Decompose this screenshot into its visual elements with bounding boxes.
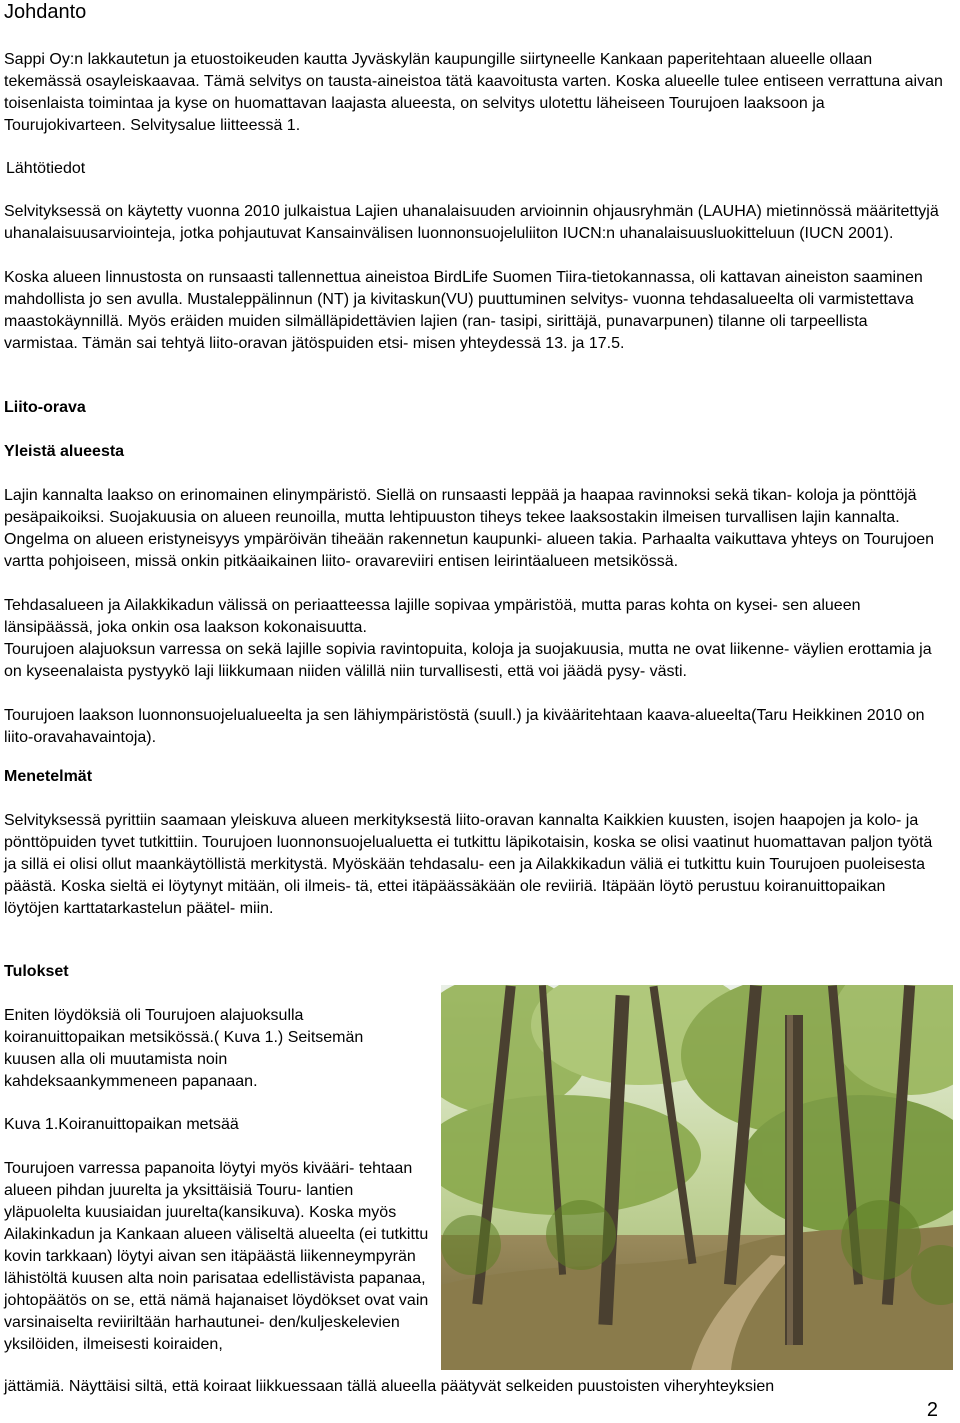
liito-orava-paragraph-3: Tourujoen alajuoksun varressa on sekä lajille sopivia ravintopuita, koloja ja suojakuusia, mutta ne ovat liikenne- väylien erottamia ja on kyseenalaista pystyykö laji liikkumaan niiden välillä niin turvallisesti, että voi jäädä pysy- västi. [4, 641, 932, 680]
heading-johdanto: Johdanto [4, 1, 87, 23]
intro-paragraph: Sappi Oy:n lakkautetun ja etuostoikeuden kautta Jyväskylän kaupungille siirtyneelle Kankaan paperitehtaan alueelle ollaan tekemässä osayleiskaavaa. Tämä selvitys on tausta-aineistoa tätä kaavoitusta varten. Koska alueelle tulee entiseen verrattuna aivan toisenlaista toimintaa ja kyse on huomattavan laajasta alueesta, on selvitys ulotettu läheiseen Tourujoen laaksoon ja Tourujokivarteen. Selvitysalue liitteessä 1. [4, 51, 943, 134]
heading-yleista-alueesta: Yleistä alueesta [4, 443, 125, 460]
figure-caption: Kuva 1.Koiranuittopaikan metsää [4, 1116, 239, 1133]
heading-liito-orava: Liito-orava [4, 399, 86, 416]
lahtotiedot-paragraph-1: Selvityksessä on käytetty vuonna 2010 julkaistua Lajien uhanalaisuuden arvioinnin ohjausryhmän (LAUHA) mietinnössä määritettyjä uhanalaisuusarviointeja, jotka pohjautuvat Kansainvälisen luonnonsuojeluliiton IUCN:n uhanalaisuusluokitteluun (IUCN 2001). [4, 203, 939, 242]
tulokset-paragraph-3: jättämiä. Näyttäisi siltä, että koiraat liikkuessaan tällä alueella päätyvät selkeiden puustoisten viheryhteyksien [4, 1378, 775, 1395]
heading-tulokset: Tulokset [4, 963, 69, 980]
tulokset-paragraph-1: Eniten löydöksiä oli Tourujoen alajuoksulla koiranuittopaikan metsikössä.( Kuva 1.) Seitsemän kuusen alla oli muutamista noin kahdeksaankymmeneen papanaan. [4, 1007, 364, 1090]
heading-lahtotiedot: Lähtötiedot [6, 160, 86, 177]
menetelmat-paragraph: Selvityksessä pyrittiin saamaan yleiskuva alueen merkityksestä liito-oravan kannalta Kaikkien kuusten, isojen haapojen ja kolo- ja pönttöpuiden tyvet tutkittiin. Tourujoen luonnonsuojelualuetta ei tutkittu läpikotaisin, koska se olisi vaatinut huomattavan paljon työtä ja sillä ei olisi ollut maankäytöllistä merkitystä. Myöskään tehdasalu- een ja Ailakkikadun väliä ei tutkittu kuin Tourujoen puoleisesta päästä. Koska sieltä ei löytynyt mitään, oli ilmeis- tä, ettei itäpäässäkään ole reviiriä. Itäpään löytö perustuu koiranuittopaikan löytöjen karttatarkastelun päätel- miin. [4, 812, 933, 917]
tulokset-paragraph-2: Tourujoen varressa papanoita löytyi myös kivääri- tehtaan alueen pihdan juurelta ja yksittäisiä Touru- lantien yläpuolelta kuusiaidan juurelta(kansikuva). Koska myös Ailakinkadun ja Kankaan alueen väliseltä alueelta (ei tutkittu kovin tarkkaan) löytyi aivan sen itäpäästä liikenneympyrän lähistöltä kuusen alta noin parisataa edellistävista papanaa, johtopäätös on se, että nämä hajanaiset löydökset ovat vain varsinaiselta reviiriltään harhautunei- den/kuljeskelevien yksilöiden, ilmeisesti koiraiden, [4, 1160, 429, 1353]
heading-menetelmat: Menetelmät [4, 768, 93, 785]
liito-orava-paragraph-1: Lajin kannalta laakso on erinomainen elinympäristö. Siellä on runsaasti leppää ja haapaa ravinnoksi sekä tikan- koloja ja pönttöjä pesäpaikoiksi. Suojakuusia on alueen reunoilla, mutta lehtipuuston tiheys tekee laaksostakin ilmeisen turvallisen lajin kannalta. Ongelma on alueen eristyneisyys ympäröivän tiheään rakennetun kaupunki- alueen takia. Parhaalta vaikuttava yhteys on Tourujoen vartta pohjoiseen, missä onkin pitkäaikainen liito- oravareviiri entisen leirintäalueen metsikössä. [4, 487, 935, 570]
liito-orava-paragraph-2: Tehdasalueen ja Ailakkikadun välissä on periaatteessa lajille sopivaa ympäristöä, mutta paras kohta on kysei- sen alueen länsipäässä, joka onkin osa laakson kokonaisuutta. [4, 597, 861, 636]
forest-photo [441, 985, 953, 1370]
page-number: 2 [926, 1399, 938, 1421]
lahtotiedot-paragraph-2: Koska alueen linnustosta on runsaasti tallennettua aineistoa BirdLife Suomen Tiira-tietokannassa, oli kattavan aineiston saaminen mahdollista jo sen avulla. Mustaleppälinnun (NT) ja kivitaskun(VU) puuttuminen selvitys- vuonna tehdasalueelta oli varmistettava maastokäynnillä. Myös eräiden muiden silmälläpidettävien lajien (ran- tasipi, sirittäjä, punavarpunen) tilanne oli tarpeellista varmistaa. Tämän sai tehtyä liito-oravan jätöspuiden etsi- misen yhteydessä 13. ja 17.5. [4, 269, 923, 352]
liito-orava-paragraph-4: Tourujoen laakson luonnonsuojelualueelta ja sen lähiympäristöstä (suull.) ja kivääritehtaan kaava-alueelta(Taru Heikkinen 2010 on liito-oravahavaintoja). [4, 707, 925, 746]
